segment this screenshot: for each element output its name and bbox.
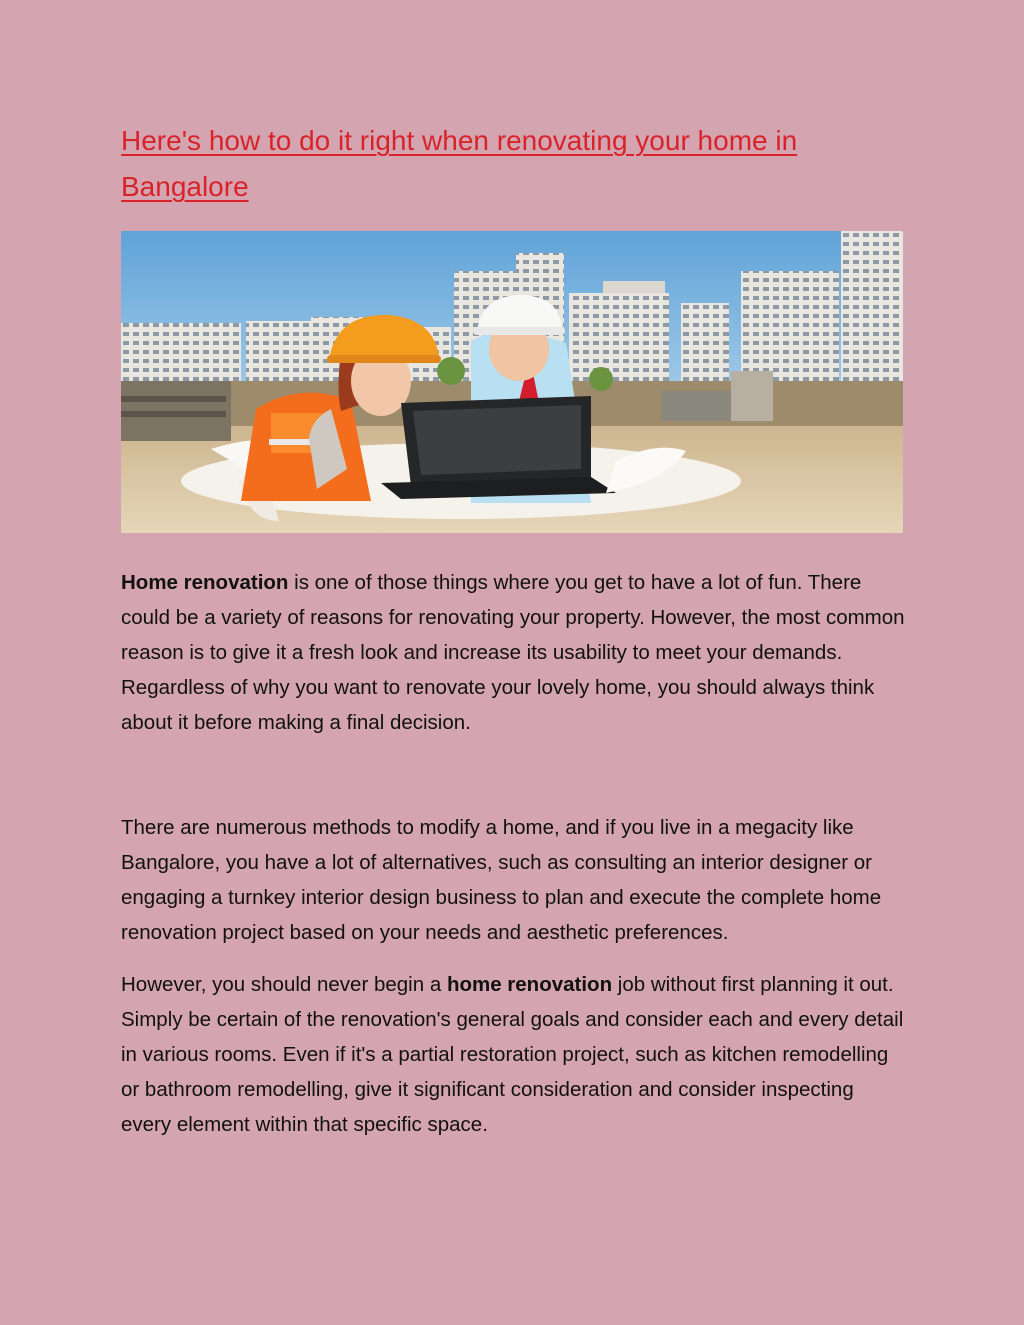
hero-image-construction-workers [121, 231, 903, 533]
document-page [121, 118, 905, 1142]
methods-paragraph: There are numerous methods to modify a home, and if you live in a megacity like Bangalore, you have a lot of alternatives, such as consulting an interior designer or engaging a turnkey interior design business to plan and execute the complete home renovation project based on your needs and aesthetic preferences. [121, 816, 882, 944]
page-title[interactable]: Here's how to do it right when renovating your home in Bangalore [121, 125, 798, 202]
planning-paragraph-lead: However, you should never begin a [121, 973, 447, 996]
intro-paragraph [121, 565, 905, 740]
home-renovation-emphasis-2: home renovation [446, 973, 613, 996]
planning-paragraph-rest: job without first planning it out. Simply be certain of the renovation's general goals and consider each and every detail in various rooms. Even if it's a partial restoration project, such as kitchen remodelling or bathroom remodelling, give it significant consideration and consider inspecting every element within that specific space. [121, 973, 904, 1136]
planning-paragraph [121, 967, 905, 1142]
home-renovation-emphasis: Home renovation [121, 571, 289, 594]
intro-paragraph-text: is one of those things where you get to have a lot of fun. There could be a variety of reasons for renovating your property. However, the most common reason is to give it a fresh look and increase its usability to meet your demands. Regardless of why you want to renovate your lovely home, you should always think about it before making a final decision. [121, 571, 905, 734]
